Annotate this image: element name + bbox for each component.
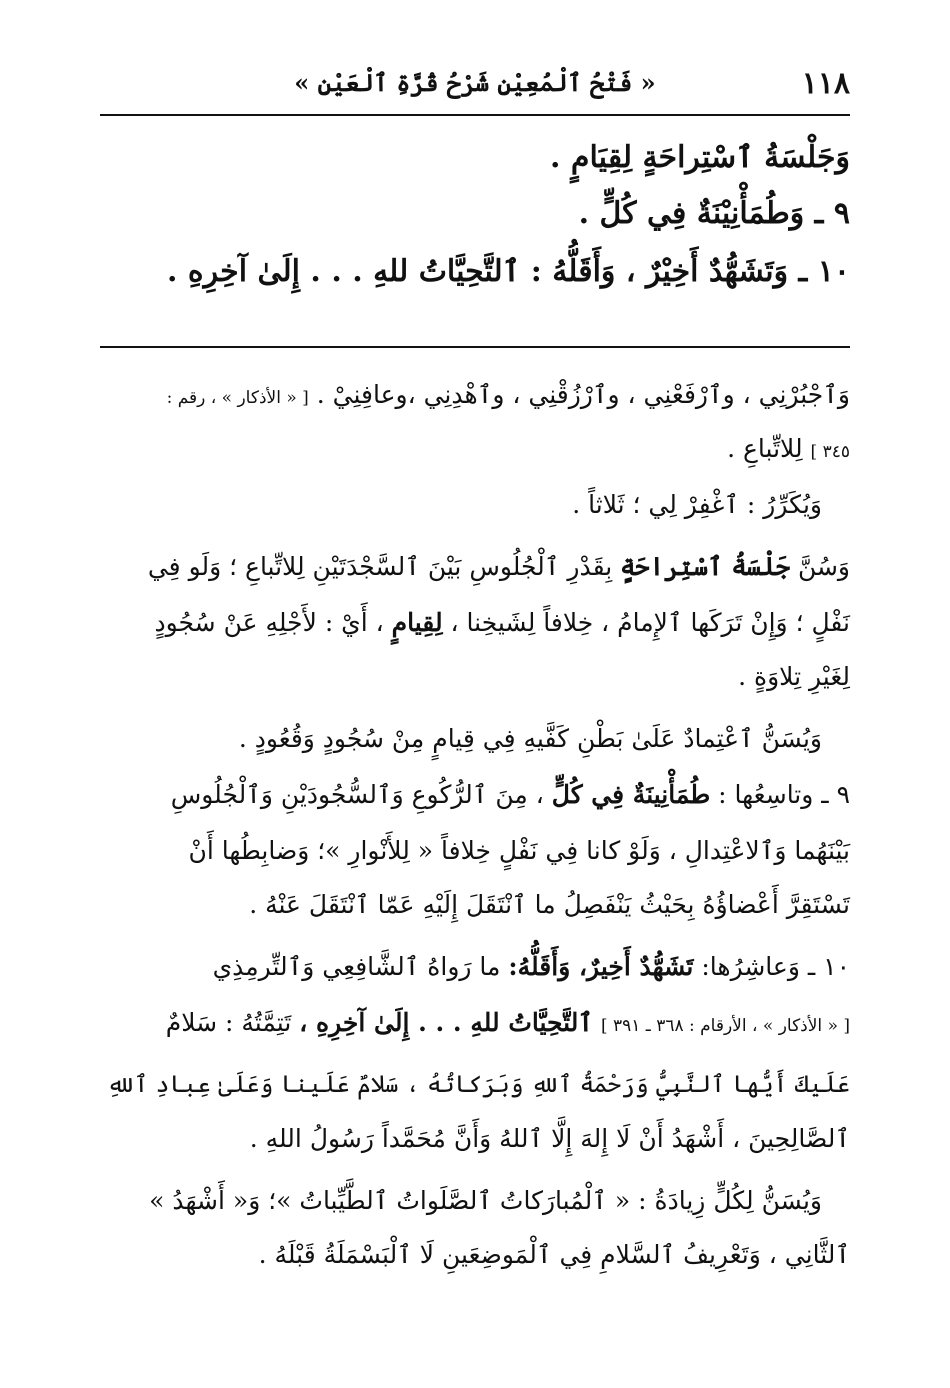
- sharh-line-14: ٱلصَّالِحِينَ ، أَشْهَدُ أَنْ لَا إِلهَ إِلَّا ٱللهُ وَأَنَّ مُحَمَّداً رَسُولُ اللهِ .: [249, 1124, 850, 1153]
- page-number: ١١٨: [801, 66, 850, 101]
- reference-note: ٣٤٥ ]: [810, 442, 850, 462]
- sharh-line-13: عَلَيكَ أَيُّها ٱلنَّبِيُّ وَرَحْمَةُ ٱللهِ وَبَرَكاتُهُ ، سَلامٌ عَلَينا وَعَلَىٰ عِبادِ ٱللهِ: [106, 1070, 850, 1098]
- sharh-line-8: ٩ ـ وتاسِعُها : طُمَأْنِينَةٌ فِي كُلٍّ ، مِنَ ٱلرُّكُوعِ وَٱلسُّجُودَيْنِ وَٱلْجُلُوسِ: [170, 780, 850, 809]
- sharh-line-16: ٱلثَّانِي ، وَتَعْرِيفُ ٱلسَّلامِ فِي ٱلْمَوضِعَينِ لَا ٱلْبَسْمَلَةُ قَبْلَهُ .: [258, 1240, 850, 1269]
- book-title: « فَتْحُ ٱلْمُعِيْنِ شَرْحُ قُرَّةِ ٱلْعَيْنِ »: [294, 68, 656, 97]
- sharh-line-11: ١٠ ـ وَعاشِرُها: تَشَهُّدٌ أَخِيرٌ، وَأَقَلُّهُ: ما رَواهُ ٱلشَّافِعِي وَٱلتِّرمِذِي: [212, 952, 850, 981]
- reference-note: [ « الأذكار » ، الأرقام : ٣٦٨ ـ ٣٩١ ]: [600, 1016, 850, 1036]
- matn-line-1: وَجَلْسَةُ ٱسْتِراحَةٍ لِقِيَامٍ .: [550, 140, 850, 175]
- sharh-line-4: وَسُنَّ جَلْسَةُ ٱسْتِراحَةٍ بِقَدْرِ ٱلْجُلُوسِ بَيْنَ ٱلسَّجْدَتَيْنِ لِلاتِّباعِ ؛ وَلَو فِي: [147, 552, 850, 581]
- matn-line-3: ١٠ ـ وَتَشَهُّدٌ أَخِيْرٌ ، وَأَقَلُّهُ : ٱلتَّحِيَّاتُ للهِ . . . إِلَىٰ آخِرِهِ .: [167, 254, 850, 289]
- sharh-line-7: وَيُسَنُّ ٱعْتِمادٌ عَلَىٰ بَطْنِ كَفَّيهِ فِي قِيامٍ مِنْ سُجُودٍ وَقُعُودٍ .: [238, 724, 822, 753]
- matn-quote: طُمَأْنِينَةٌ فِي كُلٍّ: [551, 780, 711, 809]
- matn-quote: لِقِيامٍ: [391, 608, 443, 637]
- sharh-line-12: [ « الأذكار » ، الأرقام : ٣٦٨ ـ ٣٩١ ] ٱلتَّحِيَّاتُ للهِ . . . إِلَىٰ آخِرِهِ ، تَتِمَّتُهُ : سَلامٌ: [165, 1008, 850, 1037]
- matn-line-2: ٩ ـ وَطُمَأْنِيْنَةٌ فِي كُلٍّ .: [578, 196, 850, 231]
- matn-quote: جَلْسَةُ ٱسْتِراحَةٍ: [620, 552, 790, 581]
- sharh-line-5: نَفْلٍ ؛ وَإِنْ تَرَكَها ٱلإِمامُ ، خِلافاً لِشَيخِنا ، لِقِيامٍ ، أَيْ : لأَجْلِهِ عَنْ سُجُودٍ: [154, 608, 850, 637]
- sharh-line-2: [727, 434, 850, 464]
- sharh-text: وَٱجْبُرْنِي ، وٱرْفَعْنِي ، وٱرْزُقْنِي ، وٱهْدِنِي ،وعافِنِيْ .: [316, 380, 850, 409]
- sharh-line-15: وَيُسَنُّ لِكُلٍّ زِيادَةُ : « ٱلْمُبارَكاتُ ٱلصَّلَواتُ ٱلطَّيِّباتُ »؛ وَ« أَشْهَدُ »: [149, 1186, 822, 1215]
- header-divider: [100, 114, 850, 116]
- matn-sharh-divider: [100, 346, 850, 348]
- sharh-text: لِلاتِّباعِ .: [727, 434, 803, 463]
- matn-quote: تَشَهُّدٌ أَخِيرٌ، وَأَقَلُّهُ:: [508, 952, 694, 981]
- sharh-line-10: تَسْتَقِرَّ أَعْضاؤُهُ بِحَيْثُ يَنْفَصِلُ ما ٱنْتَقَلَ إِلَيْهِ عَمّا ٱنْتَقَلَ عَنْهُ .: [249, 890, 850, 919]
- sharh-line-9: بَيْنَهُما وَٱلاعْتِدالِ ، وَلَوْ كانا فِي نَفْلٍ خِلافاً « لِلأَنْوارِ »؛ وَضابِطُها أَنْ: [188, 836, 850, 865]
- matn-quote: ٱلتَّحِيَّاتُ للهِ . . . إِلَىٰ آخِرِهِ ،: [299, 1008, 593, 1037]
- reference-note: [ « الأذكار » ، رقم :: [166, 388, 309, 408]
- sharh-line-3: وَيُكَرِّرُ : ٱغْفِرْ لِي ؛ ثَلاثاً .: [572, 490, 822, 519]
- sharh-line-1: [167, 380, 850, 410]
- sharh-line-6: لِغَيْرِ تِلاوَةٍ .: [738, 662, 850, 691]
- page-header: [100, 62, 850, 112]
